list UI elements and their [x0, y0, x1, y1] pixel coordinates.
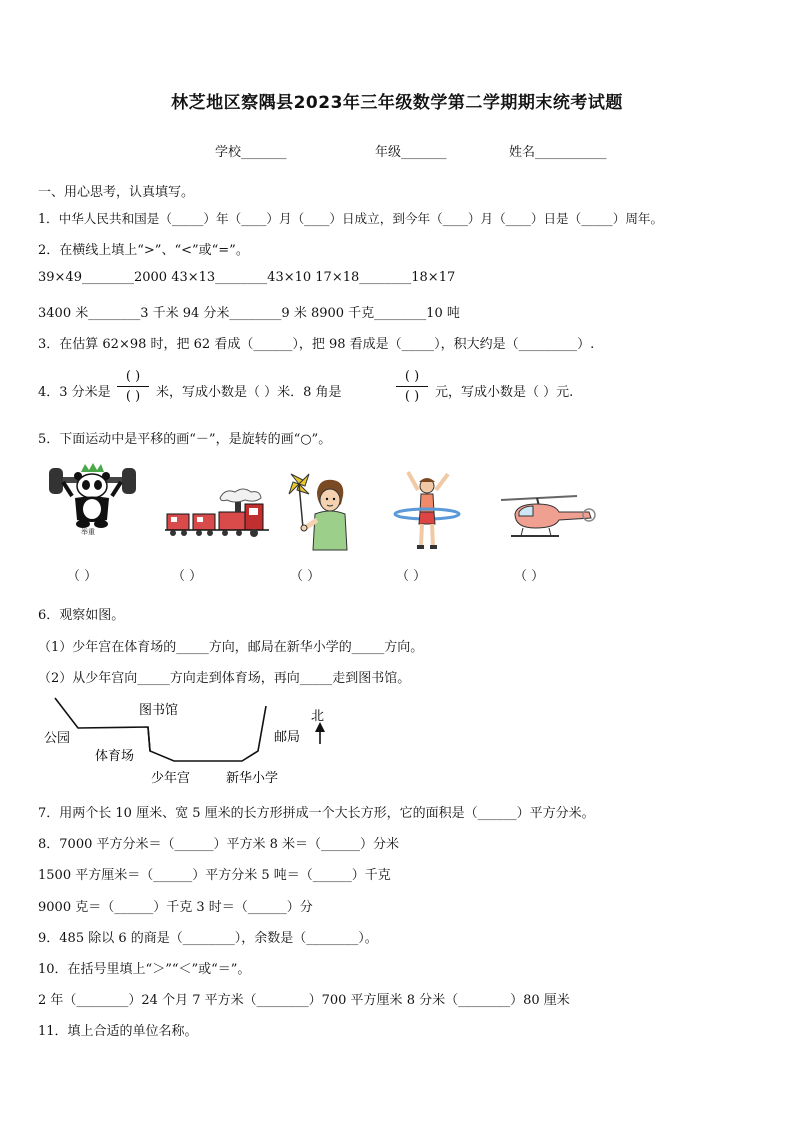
map-label-park: 公园	[44, 731, 71, 746]
question-2: 2．在横线上填上“>”、“<”或“=”。	[38, 243, 249, 258]
helicopter-icon	[497, 492, 599, 542]
question-8-row-1: 8．7000 平方分米＝（______）平方米 8 米＝（______）分米	[38, 837, 400, 852]
answer-blank: （ ）	[290, 569, 321, 584]
route-map	[38, 692, 338, 792]
question-8-row-2: 1500 平方厘米＝（______）平方分米 5 吨＝（______）千克	[38, 868, 391, 883]
answer-blank: （ ）	[396, 569, 427, 584]
question-2-row-2: 3400 米________3 千米 94 分米________9 米 8900 千克________10 吨	[38, 306, 460, 321]
section-heading: 一、用心思考，认真填写。	[38, 185, 195, 200]
page-title: 林芝地区察隅县2023年三年级数学第二学期期末统考试题	[171, 93, 623, 113]
question-9: 9．485 除以 6 的商是（________），余数是（________）。	[38, 931, 378, 946]
fraction-blank	[115, 368, 151, 405]
grade-field: 年级_______	[375, 145, 447, 160]
question-5: 5．下面运动中是平移的画“－”，是旋转的画“○”。	[38, 432, 332, 447]
steam-train-icon	[165, 486, 275, 541]
question-6: 6．观察如图。	[38, 608, 125, 623]
question-1: 1．中华人民共和国是（_____）年（____）月（____）日成立，到今年（____）月（____）日是（_____）周年。	[38, 211, 664, 226]
image-caption: 举重	[81, 528, 95, 536]
fraction-denominator: ( )	[404, 389, 420, 404]
question-7: 7．用两个长 10 厘米、宽 5 厘米的长方形拼成一个大长方形，它的面积是（______）平方分米。	[38, 806, 595, 821]
map-label-library: 图书馆	[139, 703, 179, 718]
name-field: 姓名___________	[509, 145, 607, 160]
question-6-1: （1）少年宫在体育场的_____方向，邮局在新华小学的_____方向。	[38, 640, 424, 655]
question-4-part-2: 米，写成小数是（ ）米．8 角是	[156, 385, 342, 400]
map-label-school: 新华小学	[226, 771, 279, 786]
question-11: 11．填上合适的单位名称。	[38, 1024, 198, 1039]
question-8-row-3: 9000 克＝（______）千克 3 时＝（______）分	[38, 900, 313, 915]
fraction-numerator: ( )	[125, 369, 141, 384]
north-label: 北	[311, 709, 325, 724]
map-label-youth-palace: 少年宫	[151, 771, 191, 786]
school-field: 学校_______	[215, 145, 287, 160]
question-6-2: （2）从少年宫向_____方向走到体育场，再向_____走到图书馆。	[38, 671, 411, 686]
question-10: 10．在括号里填上“＞”“＜”或“＝”。	[38, 962, 251, 977]
question-10-row: 2 年（________）24 个月 7 平方米（________）700 平方厘米 8 分米（________）80 厘米	[38, 993, 570, 1008]
fraction-bar	[396, 386, 428, 387]
answer-blank: （ ）	[67, 569, 98, 584]
fraction-denominator: ( )	[125, 389, 141, 404]
fraction-blank	[394, 368, 430, 405]
map-label-post-office: 邮局	[274, 730, 301, 745]
question-3: 3．在估算 62×98 时，把 62 看成（______），把 98 看成是（_____），积大约是（_________）.	[38, 337, 595, 352]
fraction-numerator: ( )	[404, 369, 420, 384]
map-label-stadium: 体育场	[95, 749, 135, 764]
question-2-row-1: 39×49________2000 43×13________43×10 17×18________18×17	[38, 270, 456, 285]
question-4-part-3: 元，写成小数是（ ）元.	[435, 385, 574, 400]
boy-pinwheel-icon	[283, 470, 353, 555]
fraction-bar	[117, 386, 149, 387]
question-4-part-1: 4．3 分米是	[38, 385, 111, 400]
girl-hula-hoop-icon	[388, 468, 463, 553]
answer-blank: （ ）	[514, 569, 545, 584]
answer-blank: （ ）	[172, 569, 203, 584]
